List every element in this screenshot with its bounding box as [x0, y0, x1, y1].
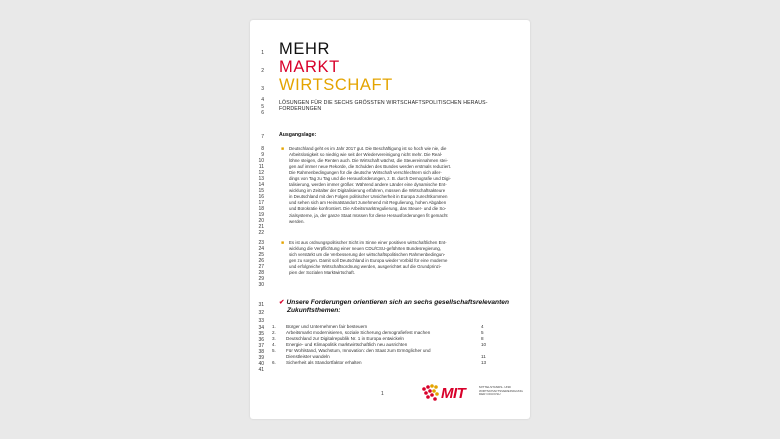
demands-line-1: Unsere Forderungen orientieren sich an sechs gesellschaftsrelevanten: [286, 299, 509, 306]
page-number: 1: [381, 391, 384, 397]
paragraph-line: und sehen sich am Heimatstandort zunehmend mit Regulierung, hohen Abgaben: [289, 200, 447, 206]
line-number: 1: [261, 50, 264, 56]
paragraph-line: Die Rahmenbedingungen für die deutsche Wirtschaft verschlechtern sich aller-: [289, 170, 442, 176]
mit-logo: [420, 383, 528, 405]
line-number: 14: [258, 182, 264, 188]
paragraph-line: wicklung im Zeitalter der Digitalisierung erfahren, müssen die Wirtschaftsakteure: [289, 188, 446, 194]
line-number: 38: [258, 349, 264, 355]
toc-page: 4: [481, 324, 484, 329]
line-number: 3: [261, 86, 264, 92]
line-number: 29: [258, 276, 264, 282]
line-numbers: [250, 20, 270, 419]
paragraph-line: zialsysteme, ja, der ganze Staat müssen für diese Herausforderungen fit gemacht: [289, 212, 448, 218]
line-number: 28: [258, 270, 264, 276]
toc-row: [272, 360, 498, 366]
toc-text: Deutschland zur Digitalrepublik Nr. 1 in Europa entwickeln: [286, 336, 404, 341]
line-number: 20: [258, 218, 264, 224]
paragraph-line: gen auf immer neue Rekorde, die Schulden des Bundes werden erstmals reduziert.: [289, 164, 452, 170]
line-number: 16: [258, 194, 264, 200]
toc-text: Energie- und Klimapolitik marktwirtschaftlich neu ausrichten: [286, 342, 408, 347]
paragraph-line: Es ist aus ordnungspolitischer Sicht im Sinne einer positiven wirtschaftlichen Ent-: [289, 240, 447, 245]
line-number: 8: [261, 146, 264, 152]
paragraph-line: Arbeitslosigkeit so niedrig wie seit der Wiedervereinigung nicht mehr. Die Real-: [289, 152, 443, 158]
line-number: 2: [261, 68, 264, 74]
paragraph-line: werden.: [289, 218, 305, 224]
logo-wordmark: MIT: [441, 385, 466, 402]
line-number: 6: [261, 110, 264, 116]
toc-number: 1.: [272, 324, 276, 329]
line-number: 30: [258, 282, 264, 288]
toc-number: 5.: [272, 348, 276, 353]
toc-number: 6.: [272, 360, 276, 365]
paragraph-line: und Bürokratie konfrontiert. Die Arbeitsmarktregulierung, das Steuer- und die So-: [289, 206, 447, 212]
toc-page: 13: [481, 360, 487, 365]
paragraph-line: gen zu sorgen. Damit soll Deutschland in Europa wieder Vorbild für eine moderne: [289, 258, 448, 264]
logo-sub-line-3: DER CDU/CSU: [479, 392, 501, 397]
line-number: 27: [258, 264, 264, 270]
toc-text: Für Wohlstand, Wachstum, Innovation: den Staat zum Ermöglicher und: [286, 348, 431, 353]
toc-text: Bürger und Unternehmen fair besteuern: [286, 324, 368, 329]
toc-text: Dienstleister wandeln: [286, 354, 330, 359]
toc-page: 11: [481, 354, 486, 359]
paragraph-line: wicklung die Verpflichtung einer neuen CDU/CSU-geführten Bundesregierung,: [289, 246, 442, 252]
line-number: 41: [258, 367, 264, 373]
section-label: Ausgangslage:: [279, 132, 317, 138]
line-number: 34: [258, 325, 264, 331]
title-line-mehr: MEHR: [279, 40, 330, 58]
line-number: 35: [258, 331, 264, 337]
paragraph-line: pien der Sozialen Marktwirtschaft.: [289, 270, 355, 276]
line-number: 19: [258, 212, 264, 218]
line-number: 7: [261, 134, 264, 140]
bullet-icon: ■: [281, 146, 285, 152]
title-line-markt: MARKT: [279, 58, 340, 76]
line-number: 36: [258, 337, 264, 343]
line-number: 26: [258, 258, 264, 264]
toc-number: 2.: [272, 330, 276, 335]
paragraph-2: [289, 240, 517, 276]
line-number: 22: [258, 230, 264, 236]
bullet-icon: ■: [281, 240, 285, 246]
line-number: 39: [258, 355, 264, 361]
line-number: 23: [258, 240, 264, 246]
paragraph-line: dings von Tag zu Tag und die Herausforderungen, z. B. durch Demografie und Digi-: [289, 176, 451, 182]
paragraph-line: in Deutschland mit den Folgen politischer Unsicherheit in Europa zurechtkommen: [289, 194, 448, 200]
line-number: 18: [258, 206, 264, 212]
line-number: 33: [258, 318, 264, 324]
line-number: 31: [258, 302, 264, 308]
paragraph-1: [289, 146, 517, 225]
line-number: 12: [258, 170, 264, 176]
paragraph-line: löhne steigen, die Renten auch. Die Wirtschaft wächst, die Steuereinnahmen stei-: [289, 158, 448, 164]
demands-heading: [279, 299, 519, 315]
logo-subtitle: [479, 386, 531, 397]
paragraph-line: talisierung, werden immer größer. Während andere Länder eine dynamische Ent-: [289, 182, 447, 188]
check-icon: ✔: [279, 299, 285, 306]
line-number: 15: [258, 188, 264, 194]
toc-number: 4.: [272, 342, 276, 347]
line-number: 10: [258, 158, 264, 164]
toc-text: Arbeitsmarkt modernisieren, soziale Sicherung demografiefest machen: [286, 330, 431, 335]
line-number: 4: [261, 97, 264, 103]
paragraph-line: Deutschland geht es im Jahr 2017 gut. Die Beschäftigung ist so hoch wie nie, die: [289, 146, 447, 151]
mit-dots-logo-icon: [420, 383, 442, 403]
paragraph-line: sich verstärkt um die Verbesserung der wirtschaftspolitischen Rahmenbedingun-: [289, 252, 446, 258]
line-number: 13: [258, 176, 264, 182]
logo-sub-line-1: MITTELSTANDS- UND: [479, 385, 511, 389]
toc-page: 8: [481, 336, 484, 341]
line-number: 5: [261, 104, 264, 110]
toc-text: Sicherheit als Standortfaktor erhalten: [286, 360, 362, 365]
line-number: 24: [258, 246, 264, 252]
subtitle: LÖSUNGEN FÜR DIE SECHS GRÖSSTEN WIRTSCHAFTSPOLITISCHEN HERAUS-FORDERUNGEN: [279, 100, 488, 113]
line-number: 11: [258, 164, 264, 170]
line-number: 25: [258, 252, 264, 258]
toc-page: 10: [481, 342, 487, 347]
paragraph-line: und erfolgreiche Wirtschaftsordnung werden, ausgerichtet auf die Grundprinzi-: [289, 264, 442, 270]
line-number: 37: [258, 343, 264, 349]
line-number: 17: [258, 200, 264, 206]
toc-number: 3.: [272, 336, 276, 341]
line-number: 40: [258, 361, 264, 367]
logo-sub-line-2: WIRTSCHAFTSVEREINIGUNG: [479, 388, 523, 393]
line-number: 9: [261, 152, 264, 158]
document-page: [250, 20, 530, 419]
title-line-wirtschaft: WIRTSCHAFT: [279, 76, 393, 94]
line-number: 21: [258, 224, 264, 230]
toc-page: 5: [481, 330, 484, 335]
line-number: 32: [258, 310, 264, 316]
demands-line-2: Zukunftsthemen:: [287, 307, 341, 314]
